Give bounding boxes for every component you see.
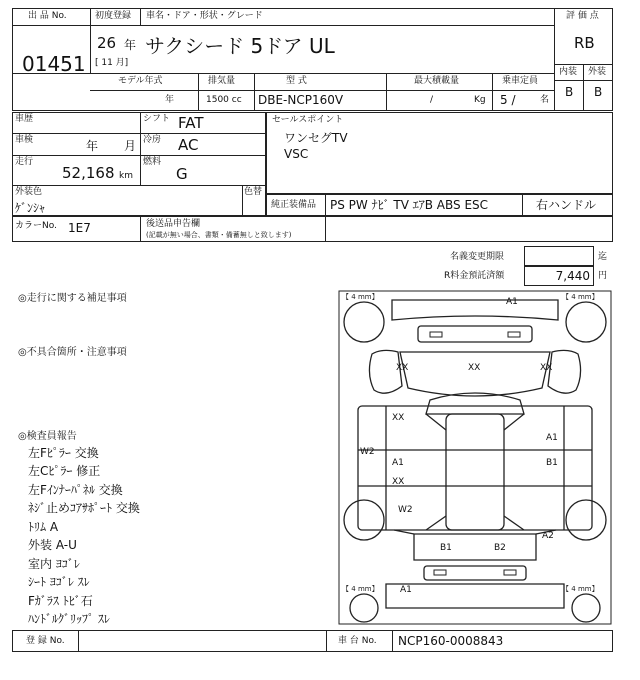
damage-mark: A1	[400, 585, 412, 595]
color-change-label: 色替	[244, 187, 263, 197]
capacity-label: 乗車定員	[502, 76, 539, 86]
divider	[90, 25, 554, 26]
damage-mark: XX	[468, 363, 481, 373]
color-label: 外装色	[15, 187, 43, 197]
color-no-value: 1E7	[68, 221, 91, 235]
damage-mark: XX	[392, 413, 405, 423]
inspector-report-title: ◎検査員報告	[18, 431, 77, 442]
color-no-frame	[12, 216, 613, 242]
divider	[325, 216, 326, 242]
tire-fr-label: 【 4 mm】	[562, 293, 599, 301]
recycle-label: R料金預託済額	[444, 271, 505, 281]
model-label: 型 式	[286, 76, 307, 86]
reg-no-label: 登 録 No.	[26, 636, 65, 646]
divider	[12, 25, 90, 26]
divider	[254, 73, 255, 111]
ac-value: AC	[178, 136, 199, 154]
sales-point-item: VSC	[284, 147, 309, 161]
interior-grade: B	[565, 85, 574, 99]
displacement-label: 排気量	[208, 76, 236, 86]
inspection-month: 月	[124, 139, 137, 153]
post-report-label: 後送品申告欄	[146, 219, 201, 229]
divider	[198, 73, 199, 111]
tire-rr-label: 【 4 mm】	[562, 585, 599, 593]
mileage-value: 52,168	[62, 164, 115, 182]
divider	[326, 630, 327, 652]
inspector-line: ﾊﾝﾄﾞﾙｸﾞﾘｯﾌﾟ ｽﾚ	[28, 612, 110, 626]
inspector-line: 左Fﾋﾟﾗｰ 交換	[28, 446, 99, 460]
model-year-unit: 年	[165, 95, 175, 105]
ac-label: 冷房	[143, 135, 162, 145]
handle-value: 右ハンドル	[536, 198, 597, 212]
damage-mark: A2	[542, 531, 554, 541]
damage-mark: B2	[494, 543, 506, 553]
exterior-grade: B	[594, 85, 603, 99]
fuel-value: G	[176, 165, 188, 183]
chassis-no-value: NCP160-0008843	[398, 634, 504, 648]
damage-mark: XX	[396, 363, 409, 373]
inspector-line: 室内 ﾖｺﾞﾚ	[28, 557, 80, 571]
inspection-label: 車検	[15, 135, 34, 145]
divider	[492, 73, 493, 111]
model-code: DBE-NCP160V	[258, 93, 344, 107]
damage-mark: A1	[546, 433, 558, 443]
exterior-label: 外装	[588, 67, 607, 77]
divider	[325, 194, 326, 216]
divider	[554, 8, 555, 111]
inspector-line: 外装 A-U	[28, 538, 77, 552]
equipment-value: PS PW ﾅﾋﾞ TV ｴｱB ABS ESC	[330, 198, 489, 212]
divider	[386, 73, 387, 111]
footer-frame	[12, 630, 613, 652]
history-label: 車歴	[15, 114, 34, 124]
divider	[583, 64, 584, 111]
sales-points-label: セールスポイント	[272, 115, 344, 125]
divider	[522, 194, 523, 216]
divider	[12, 155, 266, 156]
color-no-label: カラーNo.	[15, 221, 57, 231]
chassis-no-label: 車 台 No.	[338, 636, 377, 646]
inspection-year: 年	[86, 139, 99, 153]
car-damage-diagram	[338, 290, 612, 626]
color-value: ｹﾞﾝｼｬ	[15, 201, 46, 215]
capacity-value: 5 /	[500, 93, 516, 107]
interior-label: 内装	[559, 67, 578, 77]
max-load-slash: /	[430, 95, 434, 105]
damage-mark: XX	[540, 363, 553, 373]
divider	[140, 216, 141, 242]
divider	[140, 8, 141, 25]
driving-notes-title: ◎走行に関する補足事項	[18, 293, 127, 304]
model-year-label: モデル年式	[118, 76, 163, 86]
month-value: [ 11 月]	[95, 58, 129, 68]
name-change-label: 名義変更期限	[450, 252, 505, 262]
damage-mark: XX	[392, 477, 405, 487]
divider	[12, 73, 554, 74]
divider	[90, 90, 554, 91]
first-reg-label: 初度登録	[95, 11, 132, 21]
score-value: RB	[574, 34, 595, 52]
sales-point-item: ワンセグTV	[284, 131, 348, 145]
divider	[12, 185, 266, 186]
mileage-unit: km	[119, 171, 133, 181]
divider	[392, 630, 393, 652]
divider	[140, 112, 141, 185]
name-change-unit: 迄	[598, 252, 608, 262]
name-change-value-box	[524, 246, 594, 266]
inspector-line: 左Fｲﾝﾅｰﾊﾟﾈﾙ 交換	[28, 483, 123, 497]
damage-mark: W2	[360, 447, 375, 457]
mileage-label: 走行	[15, 157, 34, 167]
capacity-unit: 名	[540, 95, 550, 105]
post-report-note: (記載が無い場合、書類・備蓄無しと致します)	[146, 231, 292, 239]
inspector-line: ﾈｼﾞ止めｺｱｻﾎﾟｰﾄ 交換	[28, 501, 140, 515]
damage-mark: A1	[506, 297, 518, 307]
inspector-line: 左Cﾋﾟﾗｰ 修正	[28, 464, 101, 478]
divider	[12, 133, 266, 134]
max-load-unit: Kg	[474, 95, 486, 105]
equipment-label: 純正装備品	[271, 200, 317, 210]
year-unit: 年	[124, 38, 137, 52]
damage-mark: B1	[546, 458, 558, 468]
score-label: 評 価 点	[566, 11, 599, 21]
max-load-label: 最大積載量	[414, 76, 460, 86]
recycle-value: 7,440	[555, 269, 590, 283]
divider	[78, 630, 79, 652]
defect-notes-title: ◎不具合箇所・注意事項	[18, 347, 127, 358]
tire-rl-label: 【 4 mm】	[342, 585, 379, 593]
year-value: 26	[97, 34, 117, 52]
inspector-line: Fｶﾞﾗｽ ﾄﾋﾞ石	[28, 594, 93, 608]
damage-mark: B1	[440, 543, 452, 553]
damage-mark: W2	[398, 505, 413, 515]
lot-number: 01451	[22, 52, 86, 76]
shift-label: シフト	[143, 114, 171, 124]
details-left-frame	[12, 112, 266, 216]
inspector-line: ﾄﾘﾑ A	[28, 520, 59, 534]
car-name-label: 車名・ドア・形状・グレード	[146, 11, 263, 21]
car-name: サクシード 5ドア UL	[145, 34, 335, 58]
recycle-unit: 円	[598, 271, 608, 281]
tire-fl-label: 【 4 mm】	[342, 293, 379, 301]
displacement-value: 1500 cc	[206, 95, 242, 105]
lot-label: 出 品 No.	[28, 11, 67, 21]
fuel-label: 燃料	[143, 157, 162, 167]
damage-mark: A1	[392, 458, 404, 468]
inspector-line: ｼｰﾄ ﾖｺﾞﾚ ｽﾚ	[28, 575, 90, 589]
divider	[242, 185, 243, 216]
divider	[90, 8, 91, 73]
shift-value: FAT	[178, 114, 204, 132]
